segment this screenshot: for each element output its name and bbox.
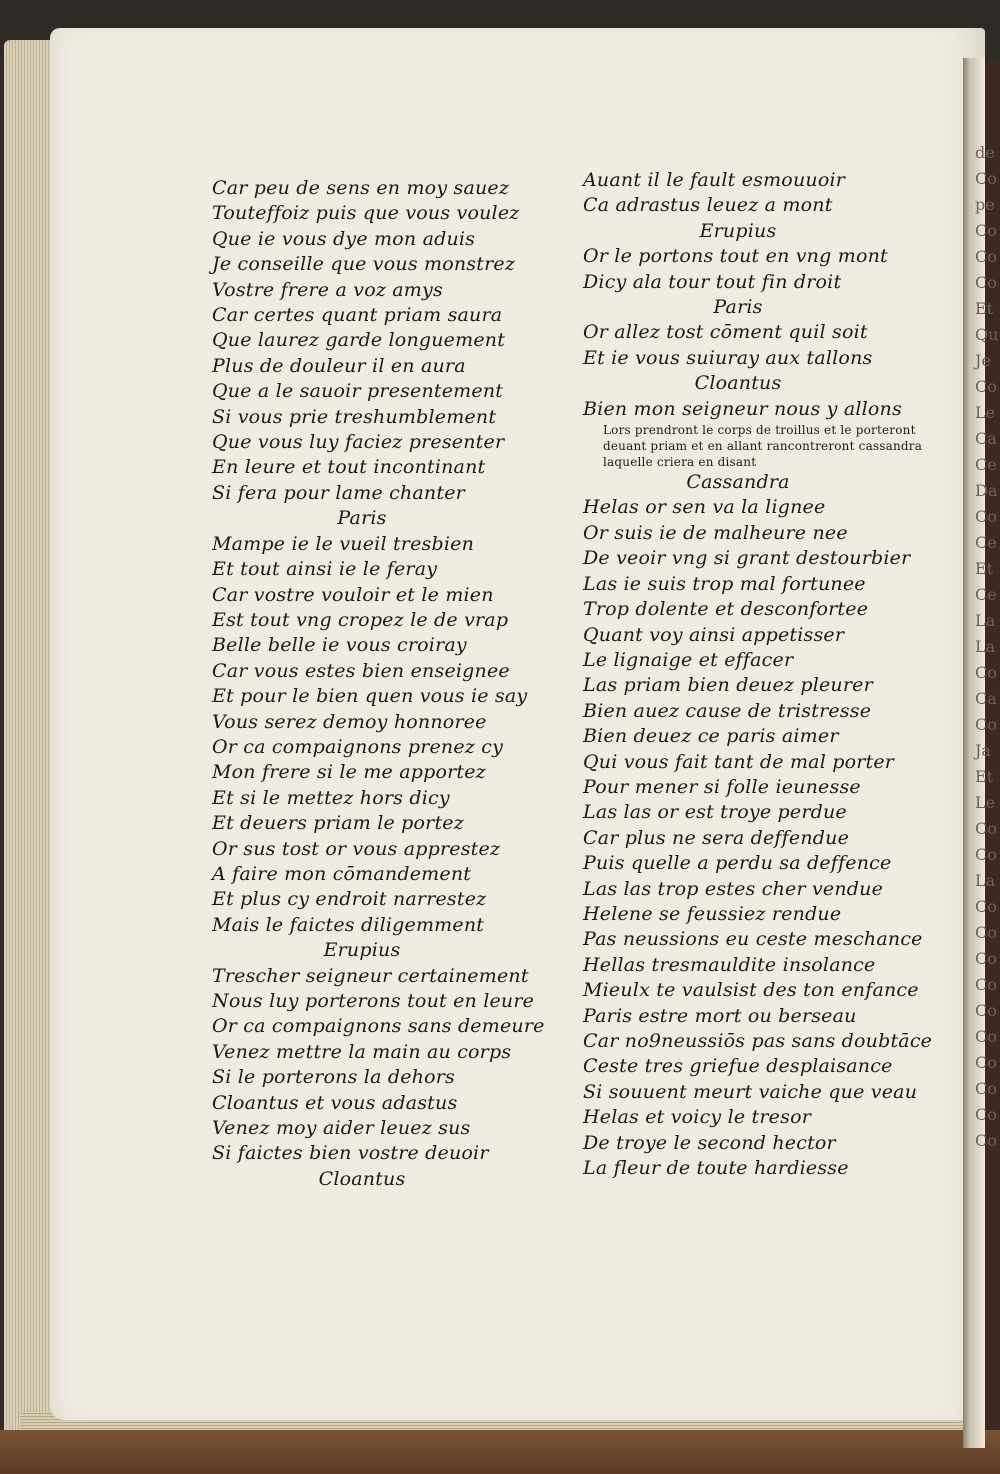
verse-line: Venez moy aider leuez sus: [212, 1117, 471, 1140]
margin-fragment: Et: [975, 767, 994, 786]
speaker-name: Erupius: [699, 219, 777, 242]
verse-line: Trescher seigneur certainement: [212, 964, 529, 987]
margin-fragment: Ja: [975, 741, 991, 760]
margin-fragment: Co: [975, 1053, 997, 1072]
verse-line: Las las trop estes cher vendue: [583, 877, 884, 900]
verse-line: Mieulx te vaulsist des ton enfance: [583, 979, 919, 1002]
margin-fragment: La: [975, 871, 996, 890]
verse-line: Car vous estes bien enseignee: [212, 659, 510, 682]
verse-line: Las las or est troye perdue: [583, 801, 847, 824]
margin-fragment: Co: [975, 169, 997, 188]
margin-fragment: Et: [975, 559, 994, 578]
stage-direction: Lors prendront le corps de troillus et le porteront deuant priam et en allant rancontreront cassandra laquelle criera en disant: [603, 423, 923, 470]
verse-line: Or ca compaignons sans demeure: [212, 1015, 545, 1038]
verse-line: De troye le second hector: [583, 1131, 836, 1154]
margin-fragment: Co: [975, 273, 997, 292]
verse-line: Or allez tost cōment quil soit: [583, 321, 868, 344]
margin-fragment: Co: [975, 923, 997, 942]
verse-line: Las ie suis trop mal fortunee: [583, 572, 866, 595]
margin-fragment: Ca: [975, 429, 997, 448]
verse-line: Car vostre vouloir et le mien: [212, 583, 494, 606]
margin-fragment: Co: [975, 377, 997, 396]
verse-line: Je conseille que vous monstrez: [212, 253, 516, 276]
margin-fragment: pe: [975, 195, 995, 214]
margin-fragment: Co: [975, 897, 997, 916]
margin-fragment: Qu: [975, 325, 999, 344]
verse-line: Dicy ala tour tout fin droit: [583, 270, 842, 293]
verse-line: Quant voy ainsi appetisser: [583, 623, 845, 646]
margin-fragment: Co: [975, 715, 997, 734]
margin-fragment: Le: [975, 403, 996, 422]
verse-line: Helene se feussiez rendue: [583, 902, 842, 925]
margin-fragment: Le: [975, 793, 996, 812]
verse-line: Hellas tresmauldite insolance: [583, 953, 876, 976]
verse-line: Pas neussions eu ceste meschance: [583, 928, 923, 951]
verse-line: Ca adrastus leuez a mont: [583, 194, 833, 217]
margin-fragment: Co: [975, 507, 997, 526]
verse-line: Si vous prie treshumblement: [212, 405, 497, 428]
verse-line: A faire mon cōmandement: [212, 862, 472, 885]
verse-line: Car plus ne sera deffendue: [583, 826, 850, 849]
verse-line: Mais le faictes diligemment: [212, 913, 485, 936]
verse-line: Que vous luy faciez presenter: [212, 431, 505, 454]
margin-fragment: Co: [975, 247, 997, 266]
margin-fragment: Et: [975, 299, 994, 318]
verse-line: Helas or sen va la lignee: [583, 496, 826, 519]
next-page-margin-fragments: [975, 140, 1000, 1154]
margin-fragment: Co: [975, 975, 997, 994]
verse-line: Si le porterons la dehors: [212, 1066, 455, 1089]
text-column-left: [212, 176, 552, 1192]
margin-fragment: Co: [975, 819, 997, 838]
margin-fragment: Co: [975, 1105, 997, 1124]
verse-line: Bien auez cause de tristresse: [583, 699, 872, 722]
text-column-right: [583, 168, 943, 1181]
speaker-name: Paris: [337, 507, 387, 530]
verse-line: Car no9neussiōs pas sans doubtāce: [583, 1030, 933, 1052]
verse-line: Et deuers priam le portez: [212, 812, 464, 835]
verse-line: De veoir vng si grant destourbier: [583, 547, 911, 570]
margin-fragment: Co: [975, 949, 997, 968]
verse-line: Qui vous fait tant de mal porter: [583, 750, 895, 773]
verse-line: Bien deuez ce paris aimer: [583, 725, 839, 748]
verse-line: Mon frere si le me apportez: [212, 761, 486, 784]
margin-fragment: Co: [975, 1001, 997, 1020]
speaker-name: Cloantus: [694, 372, 782, 395]
verse-line: Or ca compaignons prenez cy: [212, 735, 504, 758]
verse-line: Mampe ie le vueil tresbien: [212, 532, 475, 555]
margin-fragment: Ce: [975, 585, 997, 604]
verse-line: Touteffoiz puis que vous voulez: [212, 202, 520, 225]
verse-line: Or suis ie de malheure nee: [583, 521, 848, 544]
margin-fragment: La: [975, 637, 996, 656]
verse-line: Or le portons tout en vng mont: [583, 245, 888, 268]
verse-line: Et pour le bien quen vous ie say: [212, 685, 528, 708]
margin-fragment: La: [975, 611, 996, 630]
margin-fragment: Je: [975, 351, 991, 370]
verse-line: La fleur de toute hardiesse: [583, 1157, 849, 1180]
speaker-name: Erupius: [323, 939, 401, 962]
verse-line: Venez mettre la main au corps: [212, 1040, 512, 1063]
margin-fragment: Ce: [975, 455, 997, 474]
verse-line: Car peu de sens en moy sauez: [212, 177, 510, 199]
verse-line: Le lignaige et effacer: [583, 648, 794, 671]
margin-fragment: Co: [975, 1027, 997, 1046]
margin-fragment: Co: [975, 1079, 997, 1098]
verse-line: Que ie vous dye mon aduis: [212, 227, 476, 250]
verse-line: Si faictes bien vostre deuoir: [212, 1142, 489, 1165]
verse-line: Bien mon seigneur nous y allons: [583, 397, 902, 420]
verse-line: Pour mener si folle ieunesse: [583, 775, 861, 798]
margin-fragment: Da: [975, 481, 998, 500]
verse-line: Que laurez garde longuement: [212, 329, 506, 352]
verse-line: Cloantus et vous adastus: [212, 1091, 458, 1114]
verse-line: Las priam bien deuez pleurer: [583, 674, 873, 697]
verse-line: Auant il le fault esmouuoir: [583, 169, 846, 191]
speaker-name: Cassandra: [686, 471, 790, 494]
verse-line: Et tout ainsi ie le feray: [212, 558, 438, 581]
speaker-name: Paris: [713, 296, 763, 319]
verse-line: Vostre frere a voz amys: [212, 278, 443, 301]
verse-line: En leure et tout incontinant: [212, 456, 486, 479]
verse-line: Helas et voicy le tresor: [583, 1106, 811, 1129]
verse-line: Nous luy porterons tout en leure: [212, 990, 535, 1012]
verse-line: Paris estre mort ou berseau: [583, 1004, 857, 1027]
margin-fragment: Co: [975, 845, 997, 864]
verse-line: Que a le sauoir presentement: [212, 380, 504, 403]
verse-line: Ceste tres griefue desplaisance: [583, 1055, 893, 1078]
book-cover-edge: [0, 1430, 1000, 1474]
verse-line: Si fera pour lame chanter: [212, 481, 465, 504]
verse-line: Vous serez demoy honnoree: [212, 710, 487, 733]
verse-line: Puis quelle a perdu sa deffence: [583, 852, 892, 875]
verse-line: Et si le mettez hors dicy: [212, 786, 450, 809]
margin-fragment: Ce: [975, 533, 997, 552]
margin-fragment: Co: [975, 663, 997, 682]
verse-line: Et ie vous suiuray aux tallons: [583, 346, 873, 369]
verse-line: Plus de douleur il en aura: [212, 354, 466, 377]
margin-fragment: de: [975, 143, 995, 162]
verse-line: Si souuent meurt vaiche que veau: [583, 1080, 918, 1103]
verse-line: Et plus cy endroit narrestez: [212, 888, 487, 911]
verse-line: Est tout vng cropez le de vrap: [212, 608, 509, 631]
margin-fragment: Co: [975, 1131, 997, 1150]
margin-fragment: Ca: [975, 689, 997, 708]
speaker-name: Cloantus: [318, 1167, 406, 1190]
verse-line: Or sus tost or vous apprestez: [212, 837, 501, 860]
margin-fragment: Co: [975, 221, 997, 240]
verse-line: Belle belle ie vous croiray: [212, 634, 467, 657]
verse-line: Trop dolente et desconfortee: [583, 598, 869, 621]
verse-line: Car certes quant priam saura: [212, 304, 503, 327]
